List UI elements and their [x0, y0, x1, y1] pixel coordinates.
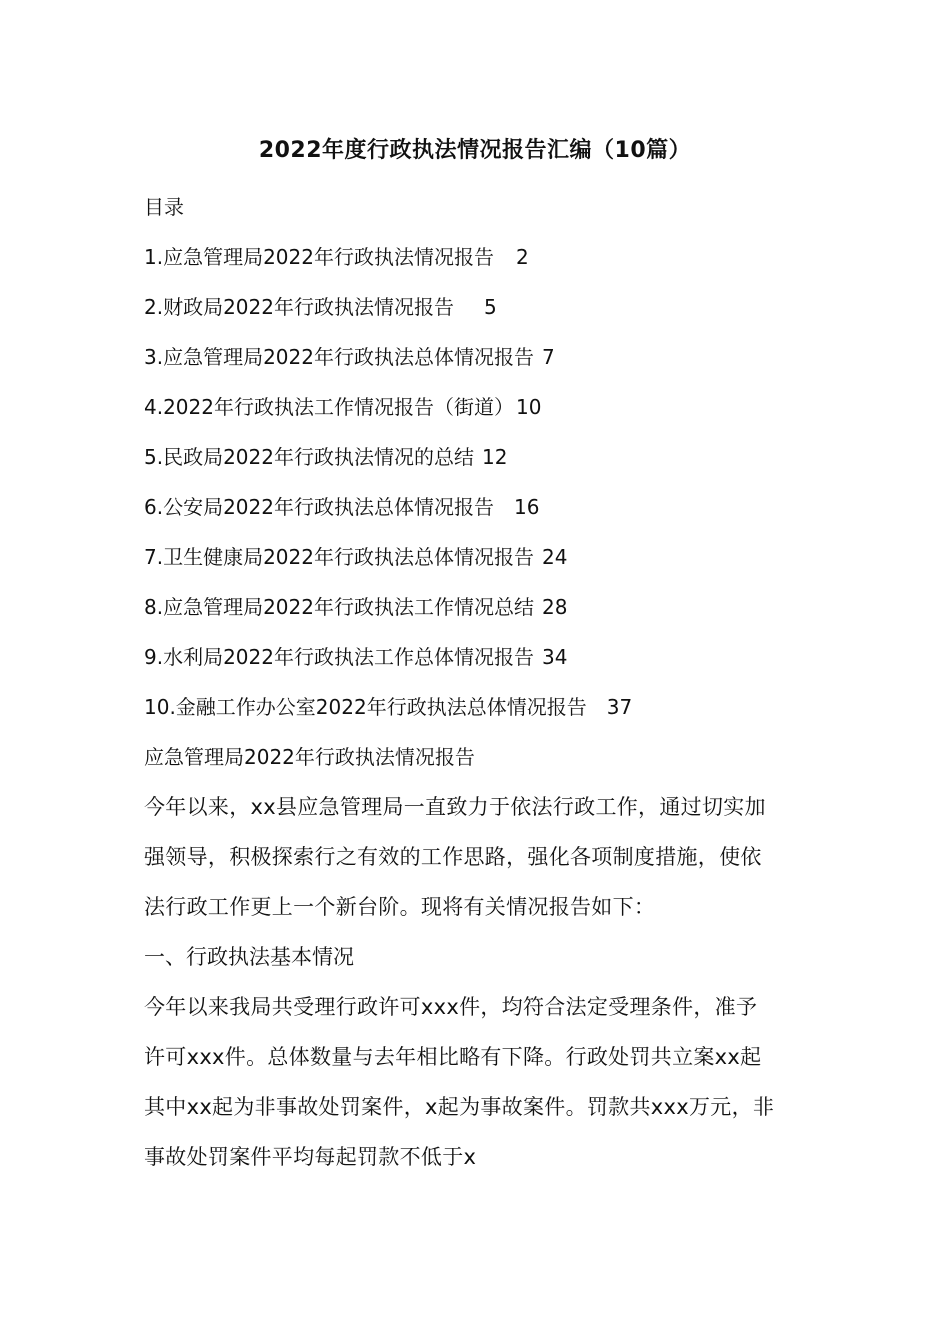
toc-item-label: 7.卫生健康局2022年行政执法总体情况报告	[144, 545, 534, 569]
toc-item[interactable]	[144, 332, 814, 382]
document-title: 2022年度行政执法情况报告汇编（10篇）	[258, 138, 692, 163]
toc-item[interactable]	[144, 582, 814, 632]
toc-item-page: 34	[541, 645, 568, 669]
toc-item-page: 5	[483, 295, 497, 319]
paragraph-line: 今年以来我局共受理行政许可xxx件，均符合法定受理条件，准予	[144, 995, 758, 1019]
toc-item-page: 2	[515, 245, 529, 269]
toc-item-label: 4.2022年行政执法工作情况报告（街道）	[144, 395, 514, 419]
toc-item-label: 9.水利局2022年行政执法工作总体情况报告	[144, 645, 534, 669]
body-paragraph	[144, 982, 814, 1182]
intro-paragraph	[144, 782, 814, 932]
toc-item-label: 3.应急管理局2022年行政执法总体情况报告	[144, 345, 534, 369]
subheading: 一、行政执法基本情况	[144, 945, 354, 969]
paragraph-line: 其中xx起为非事故处罚案件，x起为事故案件。罚款共xxx万元，非	[144, 1095, 775, 1119]
toc-item-label: 1.应急管理局2022年行政执法情况报告	[144, 245, 494, 269]
section-title: 应急管理局2022年行政执法情况报告	[144, 745, 475, 769]
toc-item-page: 24	[541, 545, 568, 569]
toc-item-page: 7	[541, 345, 555, 369]
toc-item-label: 8.应急管理局2022年行政执法工作情况总结	[144, 595, 534, 619]
document-body	[144, 182, 814, 1182]
toc-heading: 目录	[144, 195, 184, 219]
toc-item[interactable]	[144, 482, 814, 532]
toc-item[interactable]	[144, 632, 814, 682]
paragraph-line: 强领导，积极探索行之有效的工作思路，强化各项制度措施，使依	[144, 845, 762, 869]
paragraph-line: 今年以来，xx县应急管理局一直致力于依法行政工作，通过切实加	[144, 795, 766, 819]
toc-item-label: 5.民政局2022年行政执法情况的总结	[144, 445, 474, 469]
toc-item-page: 10	[515, 395, 542, 419]
toc-item[interactable]	[144, 282, 814, 332]
toc-item-page: 12	[481, 445, 508, 469]
paragraph-line: 法行政工作更上一个新台阶。现将有关情况报告如下：	[144, 895, 656, 919]
paragraph-line: 事故处罚案件平均每起罚款不低于x	[144, 1145, 477, 1169]
table-of-contents	[144, 232, 814, 732]
paragraph-line: 许可xxx件。总体数量与去年相比略有下降。行政处罚共立案xx起	[144, 1045, 762, 1069]
toc-item-label: 6.公安局2022年行政执法总体情况报告	[144, 495, 494, 519]
toc-item[interactable]	[144, 232, 814, 282]
toc-item-page: 16	[513, 495, 540, 519]
toc-item[interactable]	[144, 532, 814, 582]
toc-item-page: 28	[541, 595, 568, 619]
toc-item[interactable]	[144, 432, 814, 482]
toc-item-page: 37	[606, 695, 633, 719]
toc-item-label: 10.金融工作办公室2022年行政执法总体情况报告	[144, 695, 587, 719]
toc-item-label: 2.财政局2022年行政执法情况报告	[144, 295, 454, 319]
toc-item[interactable]	[144, 382, 814, 432]
toc-item[interactable]	[144, 682, 814, 732]
